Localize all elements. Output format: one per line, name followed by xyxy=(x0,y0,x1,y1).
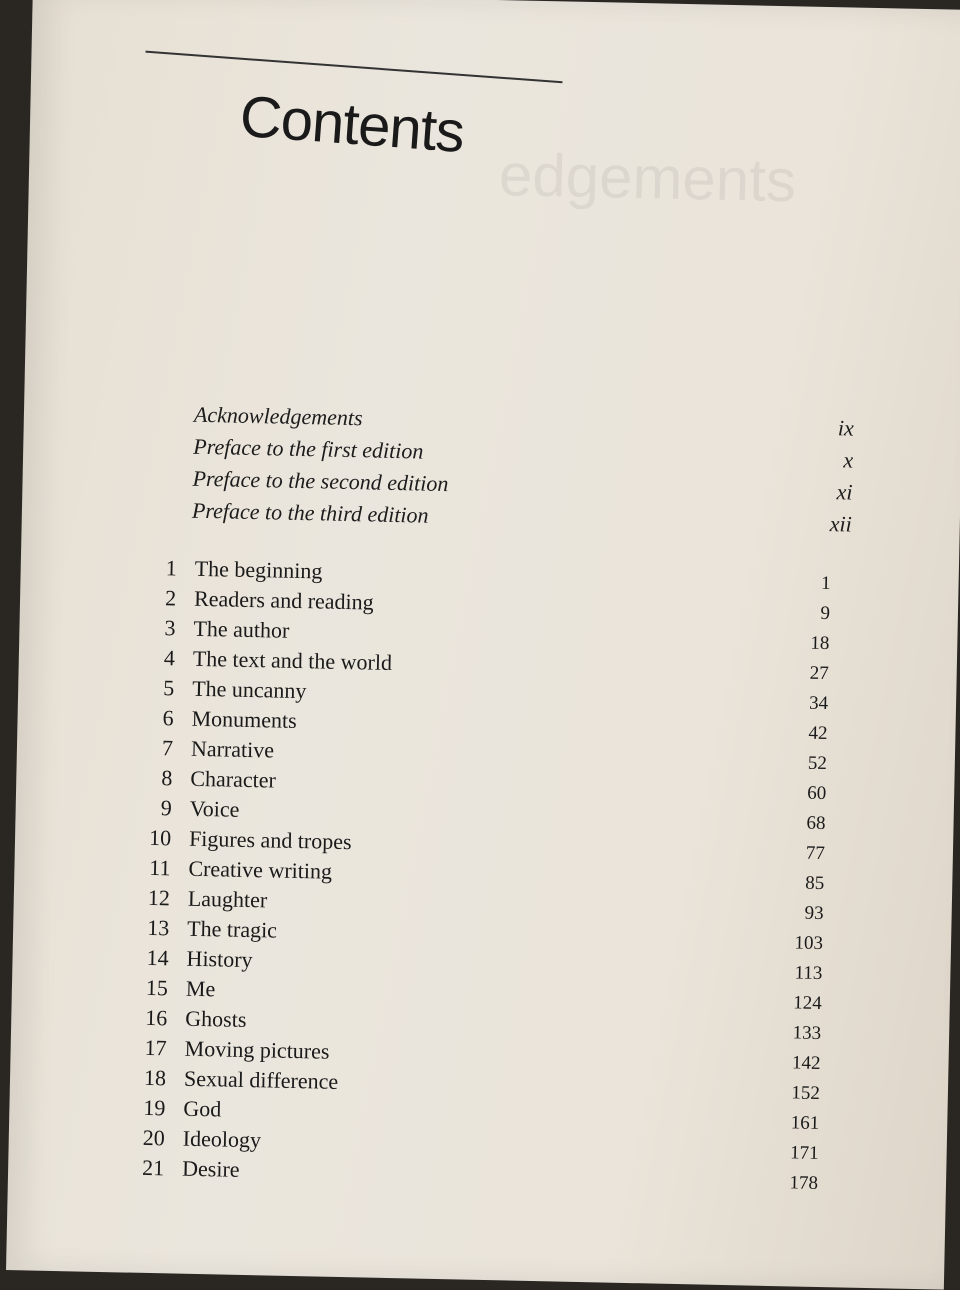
chapter-page: 113 xyxy=(794,962,823,985)
chapter-number: 13 xyxy=(146,914,170,941)
chapter-number: 16 xyxy=(145,1004,168,1031)
chapter-page: 103 xyxy=(794,932,824,955)
prelim-page: xi xyxy=(836,479,853,505)
book-page xyxy=(6,0,960,1290)
chapter-page: 152 xyxy=(791,1082,821,1105)
chapter-page: 171 xyxy=(789,1142,819,1164)
chapter-number: 4 xyxy=(163,645,176,671)
chapter-number: 14 xyxy=(146,944,169,971)
prelim-label: Acknowledgements xyxy=(193,401,363,431)
prelim-label: Preface to the third edition xyxy=(191,497,429,528)
chapter-page: 133 xyxy=(792,1022,822,1045)
chapter-number: 5 xyxy=(162,675,175,701)
chapter-number: 19 xyxy=(143,1094,166,1121)
chapter-title: Sexual difference xyxy=(183,1065,339,1094)
chapter-number: 21 xyxy=(141,1154,165,1181)
chapter-title: Laughter xyxy=(187,885,268,913)
chapter-title: The text and the world xyxy=(192,645,393,675)
chapter-title: The tragic xyxy=(186,915,278,943)
chapter-title: Readers and reading xyxy=(193,585,374,615)
chapter-number: 7 xyxy=(161,735,174,761)
chapter-title: Ideology xyxy=(182,1125,262,1153)
chapter-number: 6 xyxy=(162,705,174,731)
chapter-page: 85 xyxy=(805,872,825,895)
chapter-number: 8 xyxy=(161,765,173,791)
chapter-page: 27 xyxy=(809,662,829,685)
chapter-title: Figures and tropes xyxy=(188,825,352,855)
chapter-page: 124 xyxy=(793,992,822,1015)
chapter-title: Narrative xyxy=(190,735,275,763)
chapter-title: Me xyxy=(185,975,216,1002)
chapter-number: 17 xyxy=(144,1034,167,1061)
chapter-title: Desire xyxy=(181,1155,240,1182)
chapter-page: 77 xyxy=(805,842,826,865)
prelim-label: Preface to the second edition xyxy=(192,465,449,497)
chapter-page: 142 xyxy=(791,1052,821,1075)
chapter-title: Ghosts xyxy=(185,1005,247,1032)
chapter-page: 1 xyxy=(820,572,831,595)
chapter-title: The uncanny xyxy=(191,675,307,704)
chapter-title: The author xyxy=(193,615,290,643)
chapter-title: Character xyxy=(190,765,277,793)
chapter-number: 18 xyxy=(143,1064,167,1091)
prelim-page: x xyxy=(843,447,854,473)
chapter-number: 11 xyxy=(149,854,171,881)
show-through-text: edgements xyxy=(498,141,797,215)
chapter-title: Moving pictures xyxy=(184,1035,330,1064)
chapter-page: 9 xyxy=(820,602,831,625)
chapter-page: 178 xyxy=(789,1172,819,1194)
chapter-number: 1 xyxy=(165,555,178,581)
chapter-page: 93 xyxy=(804,902,824,925)
chapter-number: 3 xyxy=(164,615,176,641)
chapter-number: 15 xyxy=(145,974,169,1001)
chapter-title: God xyxy=(183,1095,222,1122)
chapter-page: 34 xyxy=(808,692,829,715)
chapter-page: 18 xyxy=(810,632,830,655)
prelims-list xyxy=(192,402,855,544)
chapter-number: 20 xyxy=(142,1124,166,1151)
chapter-page: 52 xyxy=(807,752,828,775)
chapter-title: Monuments xyxy=(191,705,297,733)
page-title: Contents xyxy=(237,83,467,165)
chapter-list xyxy=(128,555,831,1199)
prelim-page: xii xyxy=(829,511,853,537)
chapter-page: 161 xyxy=(790,1112,820,1135)
chapter-page: 42 xyxy=(808,722,828,745)
chapter-number: 9 xyxy=(160,795,172,821)
prelim-page: ix xyxy=(837,415,855,441)
chapter-number: 12 xyxy=(147,884,171,911)
chapter-page: 68 xyxy=(806,812,826,835)
chapter-number: 10 xyxy=(148,824,172,851)
chapter-number: 2 xyxy=(164,585,177,611)
chapter-title: Voice xyxy=(189,795,240,822)
chapter-page: 60 xyxy=(806,782,827,805)
chapter-title: The beginning xyxy=(194,555,323,584)
chapter-title: History xyxy=(186,945,253,973)
header-rule xyxy=(145,51,562,84)
prelim-label: Preface to the first edition xyxy=(193,433,424,464)
chapter-title: Creative writing xyxy=(188,855,333,884)
